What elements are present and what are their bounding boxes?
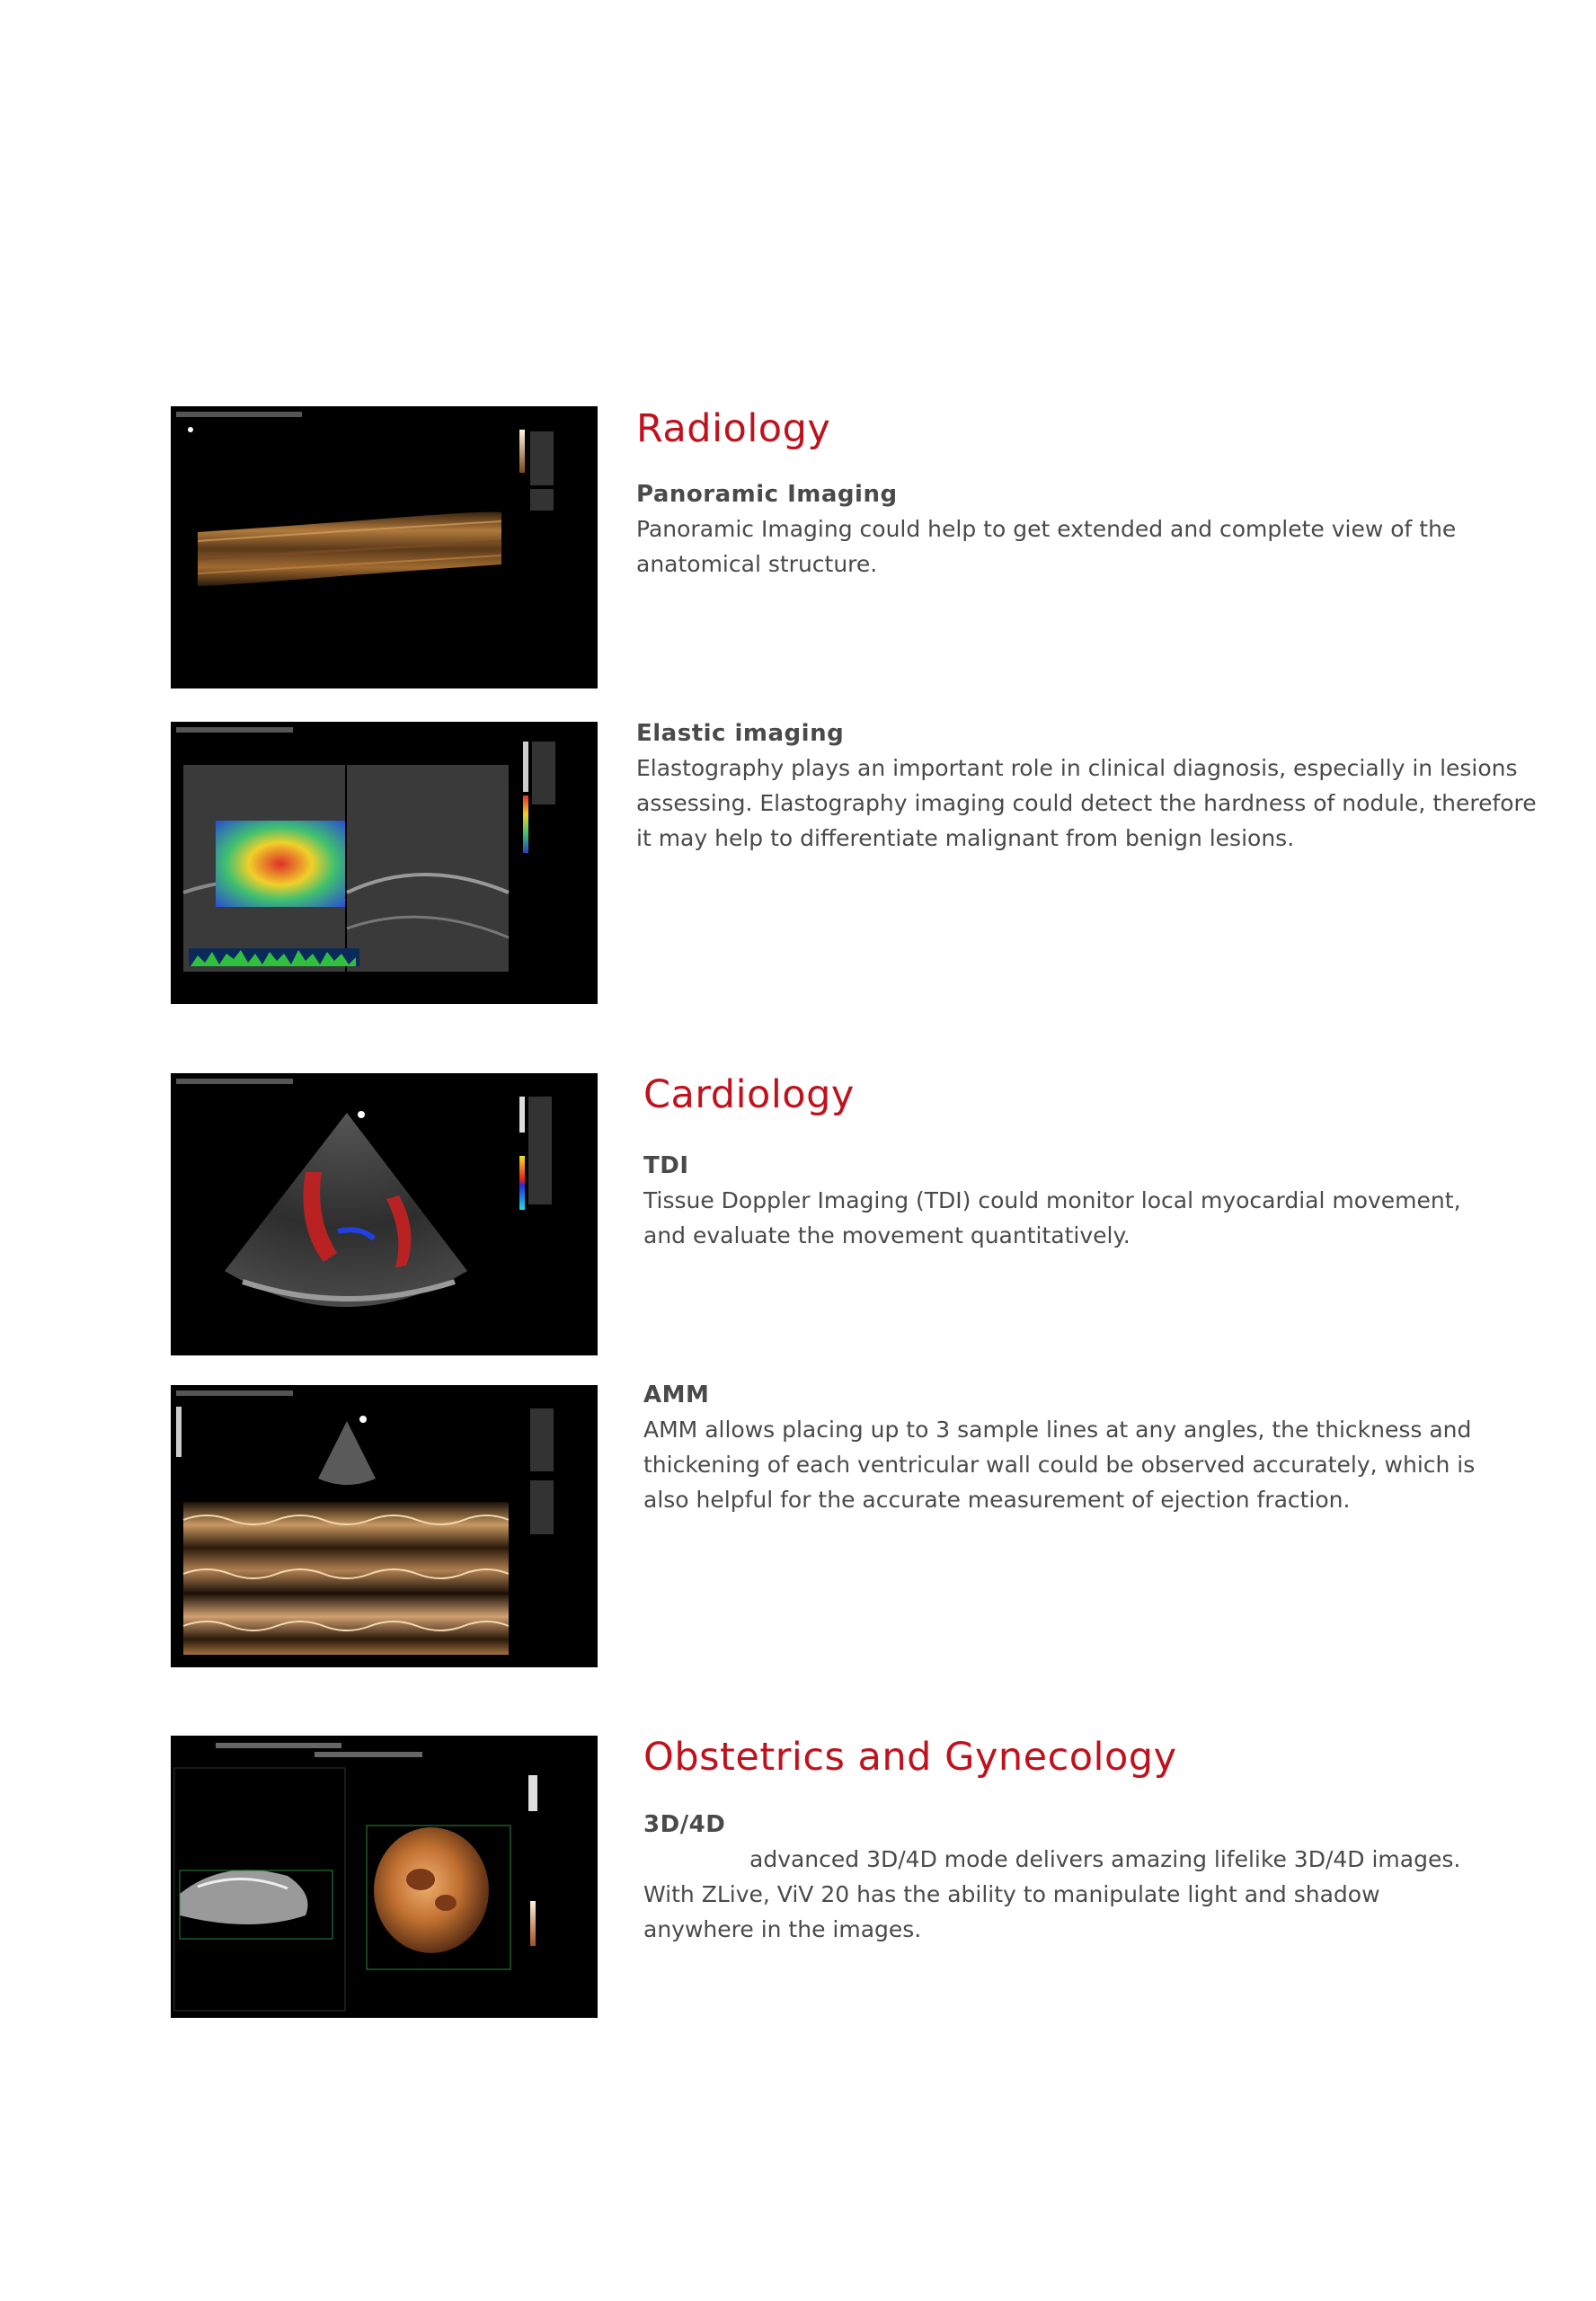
desc-line: assessing. Elastography imaging could detect the hardness of nodule, therefore xyxy=(636,790,1537,816)
desc-line: Tissue Doppler Imaging (TDI) could monitor local myocardial movement, xyxy=(643,1187,1461,1213)
panoramic-ultrasound-image xyxy=(171,406,598,689)
desc-line: anywhere in the images. xyxy=(643,1916,922,1942)
anatomical-m-mode-ultrasound-image xyxy=(171,1385,598,1667)
desc-3d-4d xyxy=(643,1842,1460,1947)
desc-line: anatomical structure. xyxy=(636,551,878,577)
subtitle-panoramic-imaging: Panoramic Imaging xyxy=(636,481,898,508)
desc-line: With ZLive, ViV 20 has the ability to manipulate light and shadow xyxy=(643,1881,1380,1907)
subtitle-elastic-imaging: Elastic imaging xyxy=(636,720,845,747)
desc-elastic-imaging xyxy=(636,751,1537,856)
section-title-cardiology: Cardiology xyxy=(643,1072,855,1117)
desc-line: it may help to differentiate malignant from benign lesions. xyxy=(636,825,1295,851)
desc-line: advanced 3D/4D mode delivers amazing lifelike 3D/4D images. xyxy=(749,1846,1461,1872)
subtitle-3d-4d: 3D/4D xyxy=(643,1811,726,1838)
desc-line: and evaluate the movement quantitatively. xyxy=(643,1222,1130,1248)
desc-panoramic-imaging xyxy=(636,511,1456,582)
desc-line: thickening of each ventricular wall could be observed accurately, which is xyxy=(643,1452,1476,1478)
desc-line: Panoramic Imaging could help to get extended and complete view of the xyxy=(636,516,1457,542)
elastography-ultrasound-image xyxy=(171,722,598,1004)
3d-fetal-ultrasound-image xyxy=(171,1736,598,2018)
section-title-radiology: Radiology xyxy=(636,406,831,451)
subtitle-tdi: TDI xyxy=(643,1152,689,1179)
desc-tdi xyxy=(643,1183,1461,1253)
desc-line: Elastography plays an important role in clinical diagnosis, especially in lesions xyxy=(636,755,1518,781)
section-title-obstetrics-gynecology: Obstetrics and Gynecology xyxy=(643,1735,1177,1780)
desc-line: AMM allows placing up to 3 sample lines at any angles, the thickness and xyxy=(643,1417,1472,1443)
desc-line: also helpful for the accurate measurement of ejection fraction. xyxy=(643,1487,1351,1513)
desc-amm xyxy=(643,1412,1475,1517)
subtitle-amm: AMM xyxy=(643,1381,710,1408)
tissue-doppler-ultrasound-image xyxy=(171,1073,598,1355)
